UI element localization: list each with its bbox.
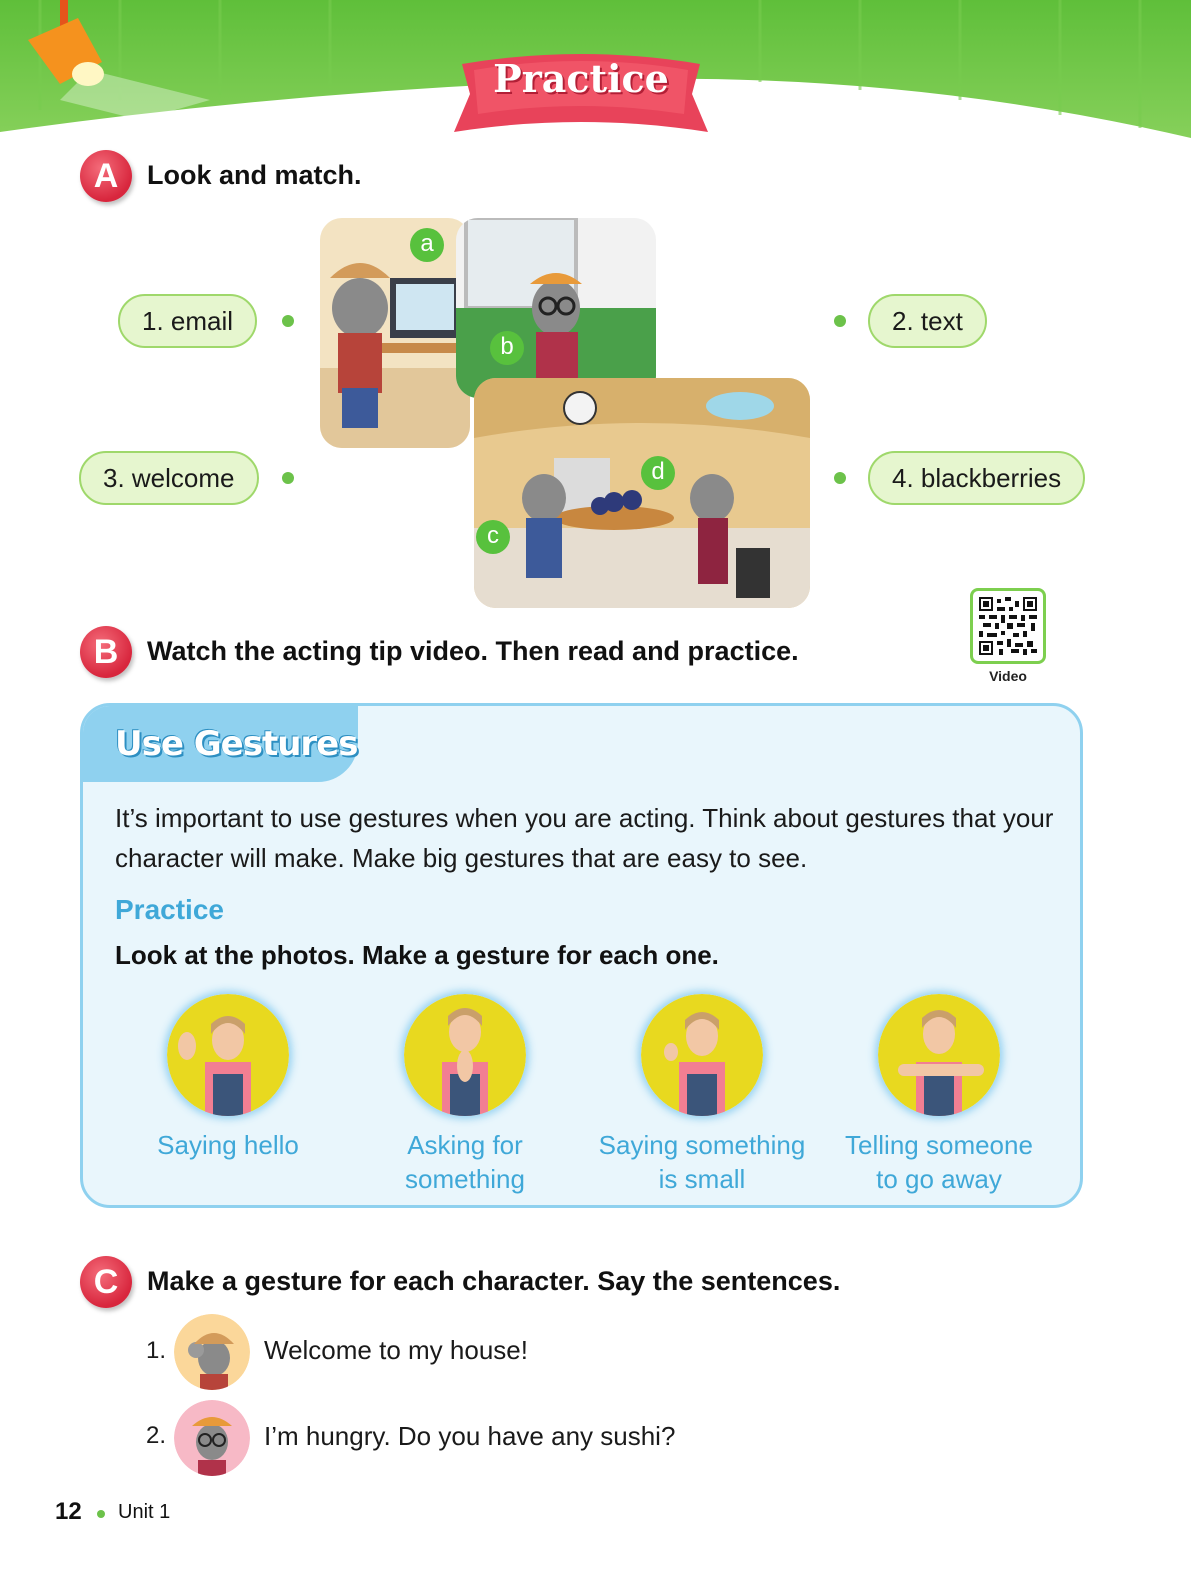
scene-kitchen-image	[474, 378, 810, 608]
section-b-title: Watch the acting tip video. Then read and practice.	[147, 636, 799, 666]
page-number: 12	[55, 1498, 82, 1525]
word-email[interactable]: 1. email	[118, 294, 257, 348]
tip-heading: Use Gestures	[115, 724, 358, 764]
gesture-photo-go-away	[878, 994, 1000, 1116]
match-dot[interactable]	[834, 472, 846, 484]
scene-label-b: b	[490, 331, 524, 365]
sentence-text: I’m hungry. Do you have any sushi?	[264, 1421, 676, 1451]
sentence-text: Welcome to my house!	[264, 1335, 528, 1365]
gesture-item	[108, 994, 348, 1162]
scene-label-a: a	[410, 228, 444, 262]
gesture-item	[582, 994, 822, 1196]
word-blackberries[interactable]: 4. blackberries	[868, 451, 1085, 505]
match-dot[interactable]	[282, 472, 294, 484]
item-number: 2.	[146, 1422, 167, 1449]
gesture-caption-line2: something	[405, 1164, 525, 1194]
qr-caption: Video	[989, 668, 1027, 684]
section-a-badge: A	[80, 150, 132, 202]
footer-dot	[97, 1510, 105, 1518]
scene-label-c: c	[476, 520, 510, 554]
gesture-photo-small	[641, 994, 763, 1116]
gesture-caption-line2: to go away	[876, 1164, 1002, 1194]
unit-label: Unit 1	[118, 1501, 171, 1523]
word-welcome[interactable]: 3. welcome	[79, 451, 259, 505]
gesture-photo-hello	[167, 994, 289, 1116]
scene-computer-image	[320, 218, 470, 448]
gesture-caption-line1: Saying something	[598, 1130, 806, 1160]
tip-text: It’s important to use gestures when you are acting. Think about gestures that your character will make. Make big gestures that are easy to see.	[115, 803, 1054, 873]
section-a-title: Look and match.	[147, 160, 362, 190]
gesture-item	[345, 994, 585, 1196]
scene-texting-image	[456, 218, 656, 398]
gesture-caption-line1: Telling someone	[845, 1130, 1033, 1160]
qr-code-icon[interactable]	[970, 588, 1046, 664]
acting-tip-box	[80, 703, 1083, 1208]
gesture-item	[819, 994, 1059, 1196]
tip-instruction: Look at the photos. Make a gesture for each one.	[115, 940, 719, 970]
item-number: 1.	[146, 1337, 167, 1364]
gesture-caption-line1: Saying hello	[157, 1130, 299, 1160]
match-dot[interactable]	[834, 315, 846, 327]
section-b-badge: B	[80, 626, 132, 678]
gesture-caption-line1: Asking for	[407, 1130, 523, 1160]
word-text[interactable]: 2. text	[868, 294, 987, 348]
tip-subheading: Practice	[115, 894, 224, 925]
page-title: Practice	[493, 56, 669, 101]
match-dot[interactable]	[282, 315, 294, 327]
gesture-photo-asking	[404, 994, 526, 1116]
scene-label-d: d	[641, 456, 675, 490]
section-c-title: Make a gesture for each character. Say the sentences.	[147, 1266, 841, 1296]
mouse-glasses-avatar-icon	[174, 1400, 250, 1476]
gesture-caption-line2: is small	[658, 1164, 746, 1194]
spotlight-icon	[20, 0, 210, 120]
section-c-badge: C	[80, 1256, 132, 1308]
mouse-avatar-icon	[174, 1314, 250, 1390]
